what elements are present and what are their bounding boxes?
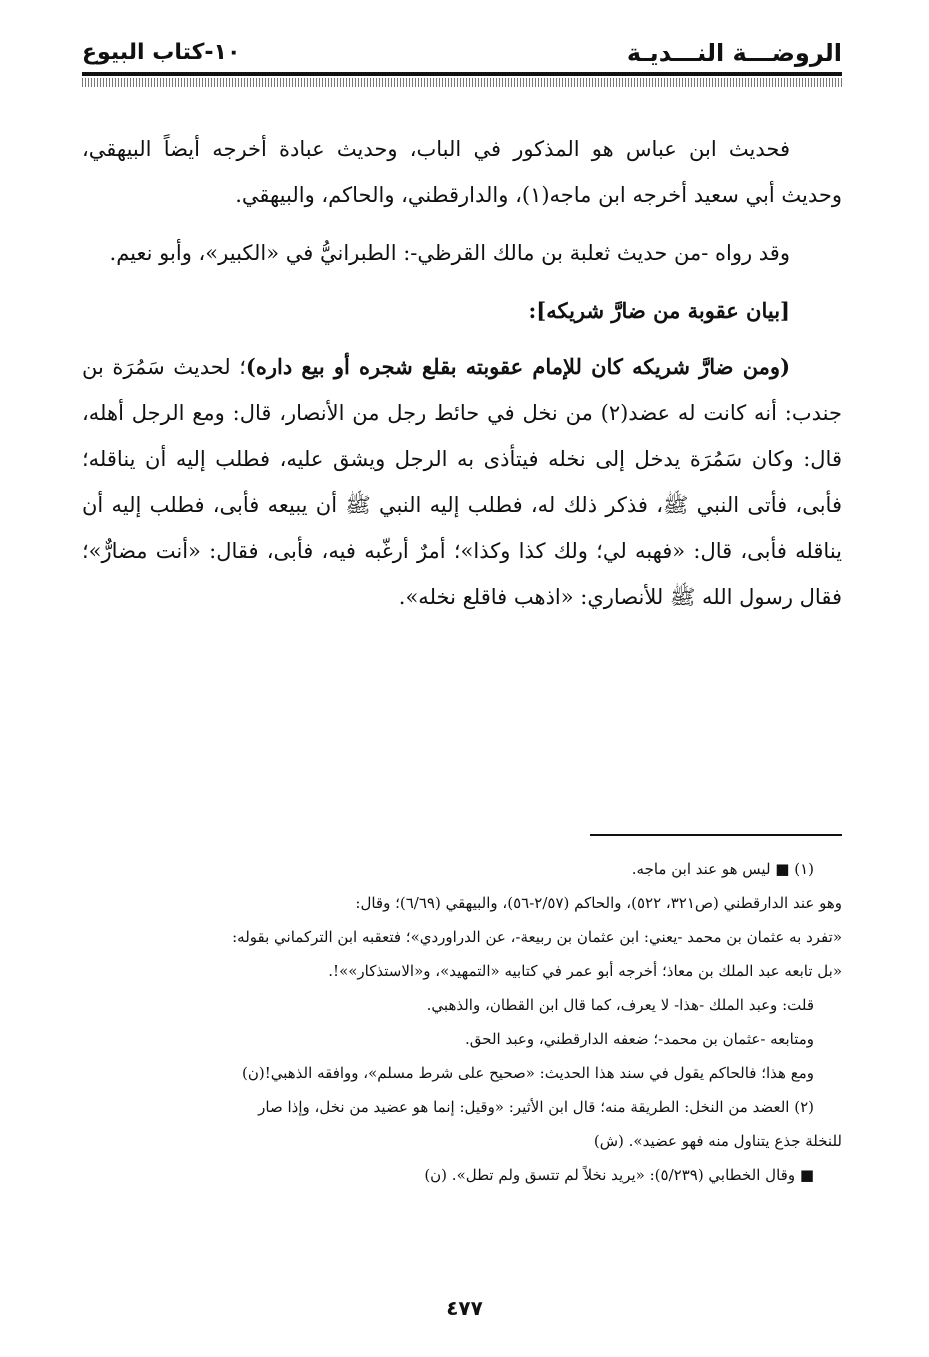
footnote-1-line-5: قلت: وعبد الملك -هذا- لا يعرف، كما قال ابن القطان، والذهبي.: [426, 996, 814, 1014]
running-header: [82, 38, 842, 72]
header-rule: [82, 72, 842, 76]
footnote-1-line-7: ومع هذا؛ فالحاكم يقول في سند هذا الحديث: «صحيح على شرط مسلم»، ووافقه الذهبي!(ن): [242, 1064, 814, 1082]
paragraph-3-rest: ؛ لحديث سَمُرَة بن جندب: أنه كانت له عضد(٢) من نخل في حائط رجل من الأنصار، قال: ومع الرجل أهله، قال: وكان سَمُرَة يدخل إلى نخله فيتأذى به الرجل ويشق عليه، فطلب إليه أن يناقله؛ فأبى، فأتى النبي ﷺ، فذكر ذلك له، فطلب إليه النبي ﷺ أن يبيعه فأبى، فطلب إليه أن يناقله فأبى، قال: «فهبه لي؛ ولك كذا وكذا»؛ أمرٌ أرغّبه فيه، فأبى، فقال: «أنت مضارٌّ»؛ فقال رسول الله ﷺ للأنصاري: «اذهب فاقلع نخله».: [82, 355, 842, 609]
paragraph-1: فحديث ابن عباس هو المذكور في الباب، وحديث عبادة أخرجه أيضاً البيهقي، وحديث أبي سعيد أخرجه ابن ماجه(١)، والدارقطني، والحاكم، والبيهقي.: [82, 137, 842, 207]
section-heading: [بيان عقوبة من ضارَّ شريكه]:: [528, 298, 790, 323]
footnote-2-line-1: (٢) العضد من النخل: الطريقة منه؛ قال ابن الأثير: «وقيل: إنما هو عضيد من نخل، وإذا صار: [258, 1098, 814, 1116]
footnote-1-line-1: (١) ■ ليس هو عند ابن ماجه.: [631, 860, 814, 878]
footnote-2-line-3: ■ وقال الخطابي (٥/٢٣٩): «يريد نخلاً لم تتسق ولم تطل». (ن): [424, 1166, 814, 1184]
footnote-1-line-6: ومتابعه -عثمان بن محمد-؛ ضعفه الدارقطني، وعبد الحق.: [465, 1030, 814, 1048]
paragraph-2: وقد رواه -من حديث ثعلبة بن مالك القرظي-: الطبرانيُّ في «الكبير»، وأبو نعيم.: [109, 241, 790, 265]
main-text: [82, 126, 842, 632]
chapter-title: ١٠-كتاب البيوع: [82, 40, 241, 65]
page-number: ٤٧٧: [446, 1296, 483, 1320]
footnotes: [82, 852, 842, 1192]
paragraph-3: [82, 344, 842, 620]
footnote-2-line-2: للنخلة جذع يتناول منه فهو عضيد». (ش): [593, 1132, 842, 1150]
footnote-separator: [590, 834, 842, 836]
footnote-1-line-4: «بل تابعه عبد الملك بن معاذ؛ أخرجه أبو عمر في كتابيه «التمهيد»، و«الاستذكار»»!.: [328, 962, 842, 980]
footnote-1-line-2: وهو عند الدارقطني (ص٣٢١، ٥٢٢)، والحاكم (٢/٥٧-٥٦)، والبيهقي (٦/٦٩)؛ وقال:: [355, 894, 842, 912]
book-title: الروضـــة النـــديـة: [626, 39, 842, 67]
footnote-1-line-3: «تفرد به عثمان بن محمد -يعني: ابن عثمان بن ربيعة-، عن الدراوردي»؛ فتعقبه ابن التركماني بقوله:: [232, 928, 842, 946]
header-hatch-rule: [82, 78, 842, 87]
paragraph-3-bold: (ومن ضارَّ شريكه كان للإمام عقوبته بقلع شجره أو بيع داره): [245, 354, 790, 379]
